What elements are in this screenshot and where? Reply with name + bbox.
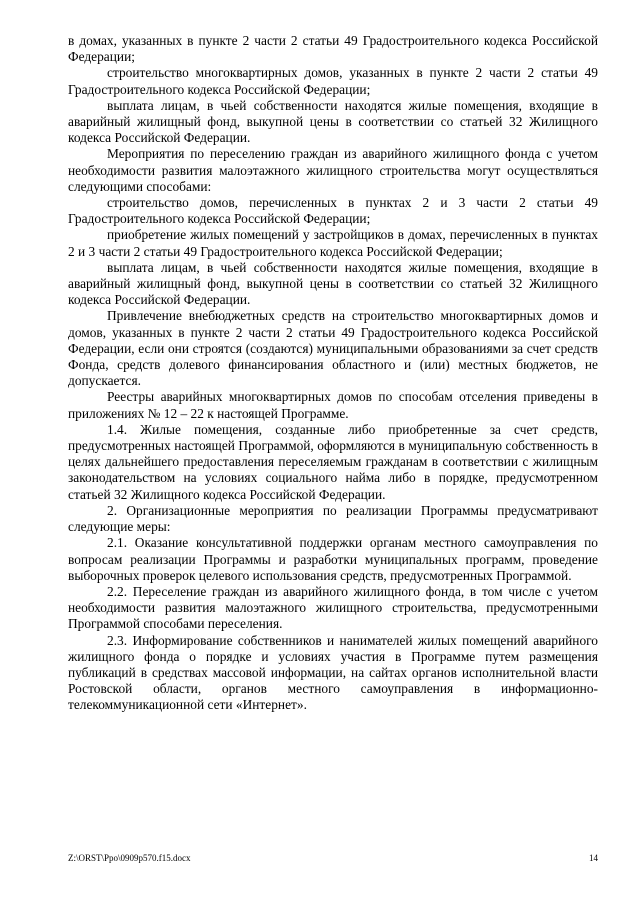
footer-file-path: Z:\ORST\Ppo\0909p570.f15.docx [68, 853, 191, 863]
paragraph-1: в домах, указанных в пункте 2 части 2 статьи 49 Градостроительного кодекса Российской Федерации; [68, 33, 598, 65]
paragraph-14: 2.3. Информирование собственников и нанимателей жилых помещений аварийного жилищного фонда о порядке и условиях участия в Программе путем размещения публикаций в средствах массовой информации, на сайтах органов исполнительной власти Ростовской области, органов местного самоуправления в информационно-телекоммуникационной сети «Интернет». [68, 632, 598, 713]
paragraph-7: выплата лицам, в чьей собственности находятся жилые помещения, входящие в аварийный жилищный фонд, выкупной цены в соответствии со статьей 32 Жилищного кодекса Российской Федерации. [68, 259, 598, 308]
paragraph-2: строительство многоквартирных домов, указанных в пункте 2 части 2 статьи 49 Градостроительного кодекса Российской Федерации; [68, 65, 598, 97]
paragraph-3: выплата лицам, в чьей собственности находятся жилые помещения, входящие в аварийный жилищный фонд, выкупной цены в соответствии со статьей 32 Жилищного кодекса Российской Федерации. [68, 97, 598, 146]
paragraph-5: строительство домов, перечисленных в пунктах 2 и 3 части 2 статьи 49 Градостроительного кодекса Российской Федерации; [68, 195, 598, 227]
paragraph-13: 2.2. Переселение граждан из аварийного жилищного фонда, в том числе с учетом необходимости развития малоэтажного жилищного строительства, предусмотренными Программой способами переселения. [68, 583, 598, 632]
paragraph-4: Мероприятия по переселению граждан из аварийного жилищного фонда с учетом необходимости развития малоэтажного жилищного строительства могут осуществляться следующими способами: [68, 146, 598, 194]
paragraph-12: 2.1. Оказание консультативной поддержки органам местного самоуправления по вопросам реализации Программы и разработки муниципальных программ, проведение выборочных проверок целевого использования средств, предусмотренных Программой. [68, 535, 598, 583]
paragraph-6: приобретение жилых помещений у застройщиков в домах, перечисленных в пунктах 2 и 3 части 2 статьи 49 Градостроительного кодекса Российской Федерации; [68, 227, 598, 259]
paragraph-8: Привлечение внебюджетных средств на строительство многоквартирных домов и домов, указанных в пункте 2 части 2 статьи 49 Градостроительного кодекса Российской Федерации, если они строятся (создаются) муниципальными образованиями за счет средств Фонда, средств долевого финансирования областного и (или) местных бюджетов, не допускается. [68, 308, 598, 389]
paragraph-10: 1.4. Жилые помещения, созданные либо приобретенные за счет средств, предусмотренных настоящей Программой, оформляются в муниципальную собственность в целях дальнейшего предоставления переселяемым гражданам в соответствии с жилищным законодательством на условиях социального найма либо в порядке, предусмотренном статьей 32 Жилищного кодекса Российской Федерации. [68, 421, 598, 502]
paragraph-9: Реестры аварийных многоквартирных домов по способам отселения приведены в приложениях № 12 – 22 к настоящей Программе. [68, 389, 598, 421]
document-body [68, 33, 598, 714]
page-number: 14 [589, 853, 598, 863]
paragraph-11: 2. Организационные мероприятия по реализации Программы предусматривают следующие меры: [68, 502, 598, 535]
